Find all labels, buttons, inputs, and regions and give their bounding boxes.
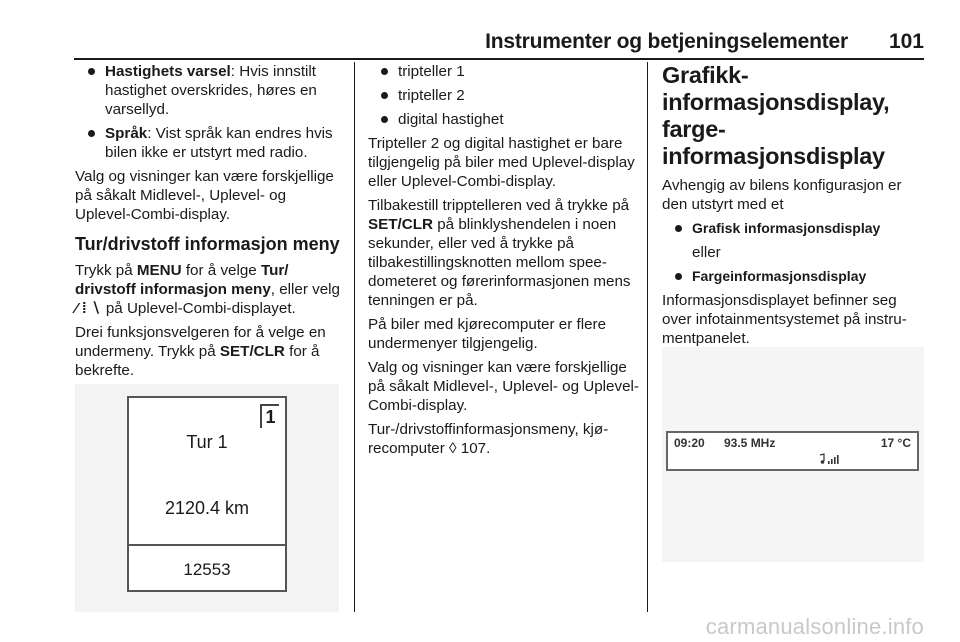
bullet-text: : Hvis innstilt hastighet overskrides, høres en varsellyd. — [105, 63, 317, 118]
text-run: for å velge — [181, 262, 261, 279]
trip-title: Tur 1 — [186, 432, 228, 452]
display-frequency: 93.5 MHz — [724, 436, 776, 450]
bullet-term: Språk — [105, 125, 148, 142]
display-divider — [129, 544, 285, 546]
page-reference-icon: ◊ — [449, 440, 457, 457]
watermark: carmanualsonline.info — [705, 614, 924, 639]
display-temperature: 17 °C — [880, 436, 911, 450]
page-indicator: 1 — [260, 404, 279, 428]
paragraph — [368, 420, 640, 458]
page-number: 101 — [888, 30, 924, 53]
text-run: Trykk på — [75, 262, 137, 279]
column-2 — [368, 62, 640, 463]
page-title: Instrumenter og betjeningselementer — [485, 30, 848, 53]
section-heading: Grafikk-informasjonsdisplay, farge-informasjonsdisplay — [662, 62, 890, 169]
button-label: SET/CLR — [368, 216, 433, 233]
list-item: tripteller 1 — [368, 62, 640, 81]
bullet-term: Hastighets varsel — [105, 63, 231, 80]
column-divider — [647, 62, 648, 612]
list-item: digital hastighet — [368, 110, 640, 129]
column-3 — [662, 62, 924, 381]
bullet-term: Grafisk informasjonsdisplay — [692, 220, 881, 236]
text-run: på Uplevel-Combi-displayet. — [101, 300, 296, 317]
list-item — [662, 267, 924, 286]
text-run: Drei funksjonsvelgeren for å velge en undermeny. Trykk på — [75, 324, 326, 360]
list-item — [75, 62, 345, 119]
menu-name: Tur/ drivstoff informasjon meny — [75, 262, 289, 298]
trip-symbol-icon: ⁄ ⁞ ∖ — [75, 300, 102, 317]
page-reference[interactable]: 107. — [456, 440, 491, 457]
column-1 — [75, 62, 345, 385]
header-rule — [74, 58, 924, 60]
text-run: , eller velg — [270, 281, 341, 298]
section-heading: Tur/drivstoff informasjon meny — [75, 234, 340, 254]
paragraph: Informasjonsdisplayet befinner seg over infotainmentsystemet på instrumentpanelet. — [662, 292, 907, 347]
paragraph — [75, 261, 345, 318]
odometer-value: 12553 — [183, 560, 231, 579]
paragraph: Avhengig av bilens konfigurasjon er den utstyrt med et — [662, 177, 902, 213]
graphic-display-figure — [662, 347, 924, 562]
paragraph — [75, 323, 345, 380]
list-item: tripteller 2 — [368, 86, 640, 105]
list-item — [662, 219, 924, 238]
or-text: eller — [692, 244, 721, 261]
paragraph: Tripteller 2 og digital hastighet er bare tilgjengelig på biler med Uplevel-display eller Uplevel-Combi-display. — [368, 135, 635, 190]
paragraph: Valg og visninger kan være forskjellige på såkalt Midlevel-, Uplevel- og Uplevel-Combi-display. — [75, 168, 334, 223]
list-item — [75, 124, 345, 162]
column-divider — [354, 62, 355, 612]
display-time: 09:20 — [674, 436, 705, 450]
text-run: Tur-/drivstoffinformasjonsmeny, kjørecomputer — [368, 421, 609, 457]
paragraph — [368, 196, 640, 310]
menu-label: MENU — [136, 262, 182, 279]
paragraph: På biler med kjørecomputer er flere undermenyer tilgjengelig. — [368, 316, 607, 352]
bullet-term: Fargeinformasjonsdisplay — [692, 268, 867, 284]
bullet-text: : Vist språk kan endres hvis bilen ikke er utstyrt med radio. — [105, 125, 333, 161]
page-header — [0, 0, 960, 58]
trip-distance: 2120.4 km — [164, 498, 250, 518]
text-run: Tilbakestill tripptelleren ved å trykke på — [368, 197, 630, 214]
graphic-display — [666, 431, 919, 471]
trip-display — [127, 396, 287, 592]
music-signal-icon — [818, 453, 840, 465]
trip-display-figure — [75, 384, 339, 612]
button-label: SET/CLR — [219, 343, 285, 360]
text-run: for å bekrefte. — [75, 343, 320, 379]
text-run: på blinklyshendelen i noen sekunder, eller ved å trykke på tilbakestillingsknotten mellom speedometeret og førerinformasjonen mens tenningen er på. — [368, 216, 631, 309]
paragraph: Valg og visninger kan være forskjellige på såkalt Midlevel-, Uplevel- og Uplevel-Combi-display. — [368, 359, 639, 414]
